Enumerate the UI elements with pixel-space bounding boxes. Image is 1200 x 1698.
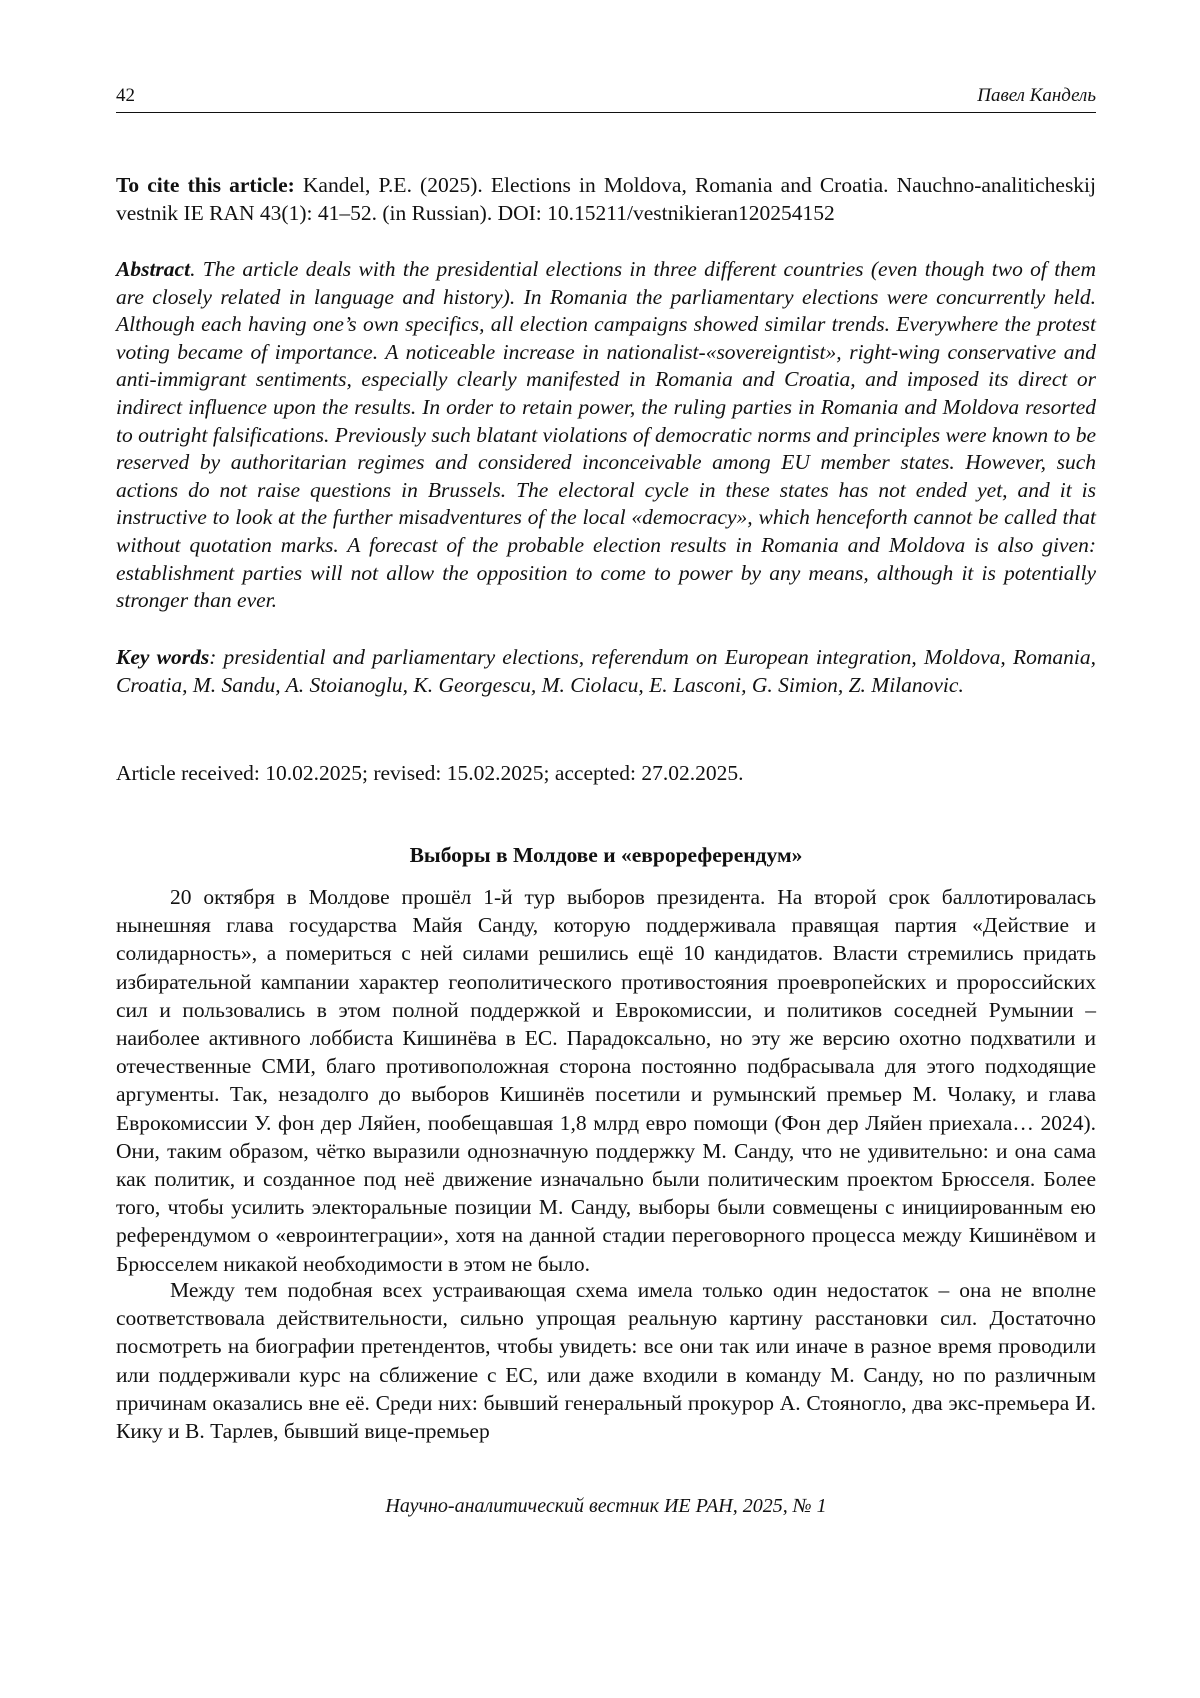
citation-text: Kandel, P.E. (2025). Elections in Moldova, Romania and Croatia. Nauchno-analiticheskij vestnik IE RAN 43(1): 41–52. (in Russian). DOI: 10.15211/vestnikieran120254152 [116,173,1097,225]
running-author: Павел Кандель [977,85,1096,106]
body-paragraph: 20 октября в Молдове прошёл 1-й тур выборов президента. На второй срок баллотировалась нынешняя глава государства Майя Санду, которую поддерживала правящая партия «Действие и солидарность», а помериться с ней силами решились ещё 10 кандидатов. Власти стремились придать избирательной кампании характер геополитического противостояния проевропейских и пророссийских сил и пользовались в этом полной поддержкой и Еврокомиссии, и политиков соседней Румынии – наиболее активного лоббиста Кишинёва в ЕС. Парадоксально, но эту же версию охотно подхватили и отечественные СМИ, благо противоположная сторона постоянно подбрасывала для этого подходящие аргументы. Так, незадолго до выборов Кишинёв посетили и румынский премьер М. Чолаку, и глава Еврокомиссии У. фон дер Ляйен, пообещавшая 1,8 млрд евро помощи (Фон дер Ляйен приехала… 2024). Они, таким образом, чётко выразили однозначную поддержку М. Санду, что не удивительно: и она сама как политик, и созданное под неё движение изначально были политическим проектом Брюсселя. Более того, чтобы усилить электоральные позиции М. Санду, выборы были совмещены с инициированным ею референдумом о «евроинтеграции», хотя на данной стадии переговорного процесса между Кишинёвом и Брюсселем никакой необходимости в этом не было. [116,885,1096,1276]
abstract-text: . The article deals with the presidential elections in three different countries (even though two of them are closely related in language and history). In Romania the parliamentary elections were concurrently held. Although each having one’s own specifics, all election campaigns showed similar trends. Everywhere the protest voting became of importance. A noticeable increase in nationalist-«sovereigntist», right-wing conservative and anti-immigrant sentiments, especially clearly manifested in Romania and Croatia, and imposed its direct or indirect influence upon the results. In order to retain power, the ruling parties in Romania and Moldova resorted to outright falsifications. Previously such blatant violations of democratic norms and principles were known to be reserved by authoritarian regimes and considered inconceivable among EU member states. However, such actions do not raise questions in Brussels. The electoral cycle in these states has not ended yet, and it is instructive to look at the further misadventures of the local «democracy», which henceforth cannot be called that without quotation marks. A forecast of the probable election results in Romania and Moldova is also given: establishment parties will not allow the opposition to come to power by any means, although it is potentially stronger than ever. [116,257,1096,613]
keywords-label: Key words [116,645,210,669]
keywords-block [116,644,1096,699]
abstract-block [116,256,1096,615]
abstract-label: Abstract [116,257,191,281]
page-number: 42 [116,85,135,106]
journal-footer: Научно-аналитический вестник ИЕ РАН, 2025, № 1 [385,1495,827,1517]
citation-block [116,172,1096,227]
body-paragraph: Между тем подобная всех устраивающая схема имела только один недостаток – она не вполне соответствовала действительности, сильно упрощая реальную картину расстановки сил. Достаточно посмотреть на биографии претендентов, чтобы увидеть: все они так или иначе в разное время проводили или поддерживали курс на сближение с ЕС, или даже входили в команду М. Санду, но по различным причинам оказались вне её. Среди них: бывший генеральный прокурор А. Стояногло, два экс-премьера И. Кику и В. Тарлев, бывший вице-премьер [116,1278,1096,1444]
keywords-text: : presidential and parliamentary elections, referendum on European integration, Moldova, Romania, Croatia, M. Sandu, A. Stoianoglu, K. Georgescu, M. Ciolacu, E. Lasconi, G. Simion, Z. Milanovic. [116,645,1097,697]
running-header [116,84,1096,113]
section-title: Выборы в Молдове и «еврореферендум» [409,843,803,867]
article-dates: Article received: 10.02.2025; revised: 15.02.2025; accepted: 27.02.2025. [116,761,744,785]
citation-label: To cite this article: [116,173,295,197]
